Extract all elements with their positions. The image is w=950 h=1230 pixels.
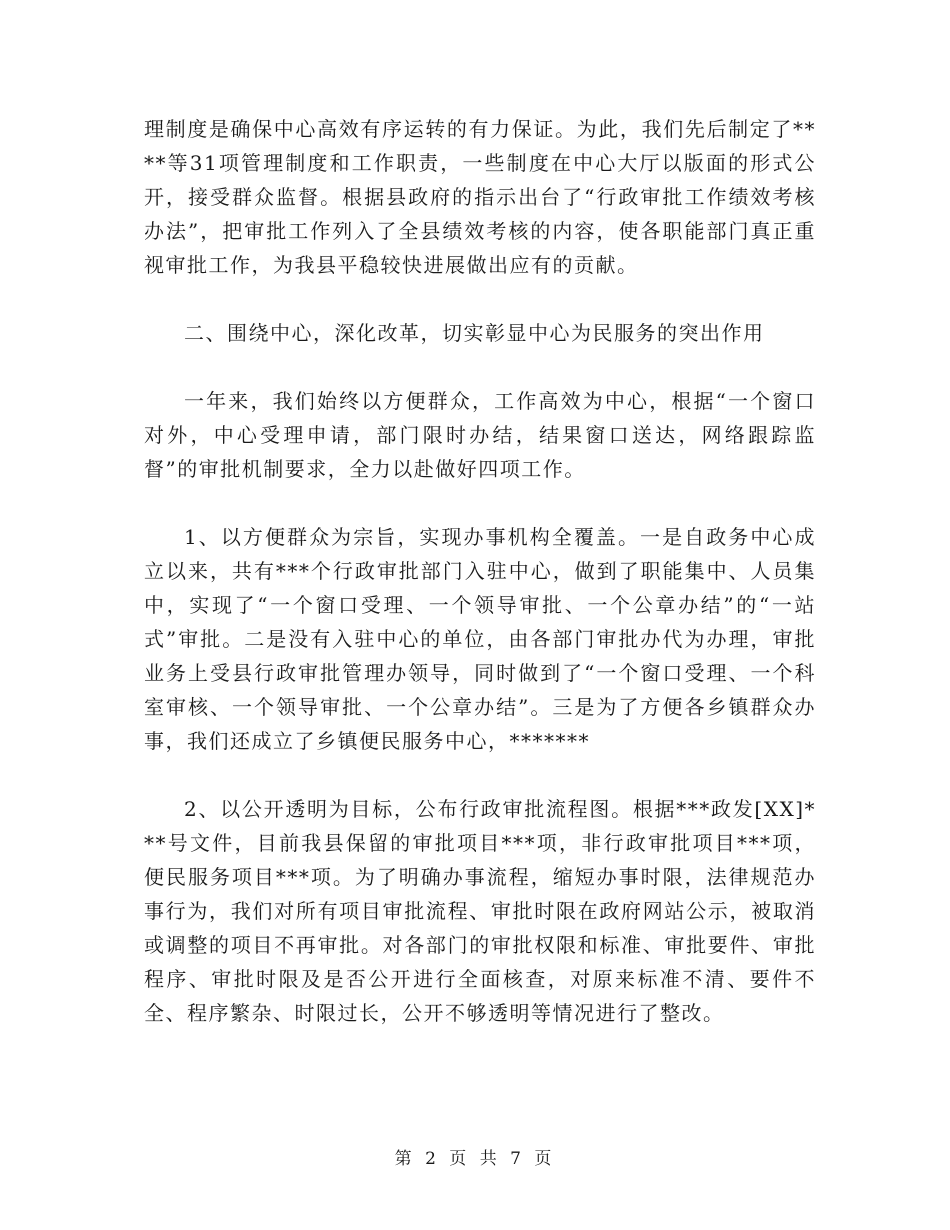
paragraph-item-one: 1、以方便群众为宗旨，实现办事机构全覆盖。一是自政务中心成立以来，共有***个行政审批部门入驻中心，做到了职能集中、人员集中，实现了“一个窗口受理、一个领导审批、一个公章办结”的“一站式”审批。二是没有入驻中心的单位，由各部门审批办代为办理，审批业务上受县行政审批管理办领导，同时做到了“一个窗口受理、一个科室审核、一个领导审批、一个公章办结”。三是为了方便各乡镇群众办事，我们还成立了乡镇便民服务中心，*******: [144, 525, 816, 753]
paragraph-item-two: 2、以公开透明为目标，公布行政审批流程图。根据***政发[XX]***号文件，目前我县保留的审批项目***项，非行政审批项目***项，便民服务项目***项。为了明确办事流程，缩短办事时限，法律规范办事行为，我们对所有项目审批流程、审批时限在政府网站公示，被取消或调整的项目不再审批。对各部门的审批权限和标准、审批要件、审批程序、审批时限及是否公开进行全面核查，对原来标准不清、要件不全、程序繁杂、时限过长，公开不够透明等情况进行了整改。: [144, 797, 816, 1025]
paragraph-gap: [144, 486, 816, 520]
paragraph-gap: [144, 758, 816, 792]
paragraph-gap: [144, 282, 816, 316]
paragraph-year-overview: 一年来，我们始终以方便群众，工作高效为中心，根据“一个窗口对外，中心受理申请，部门限时办结，结果窗口送达，网络跟踪监督”的审批机制要求，全力以赴做好四项工作。: [144, 389, 816, 481]
document-body: [144, 112, 816, 1030]
page-number-footer: 第 2 页 共 7 页: [394, 1149, 556, 1169]
paragraph-gap: [144, 350, 816, 384]
section-heading-two: 二、围绕中心，深化改革，切实彰显中心为民服务的突出作用: [184, 321, 765, 345]
paragraph-management-system: 理制度是确保中心高效有序运转的有力保证。为此，我们先后制定了****等31项管理制度和工作职责，一些制度在中心大厅以版面的形式公开，接受群众监督。根据县政府的指示出台了“行政审批工作绩效考核办法”，把审批工作列入了全县绩效考核的内容，使各职能部门真正重视审批工作，为我县平稳较快进展做出应有的贡献。: [144, 117, 816, 277]
